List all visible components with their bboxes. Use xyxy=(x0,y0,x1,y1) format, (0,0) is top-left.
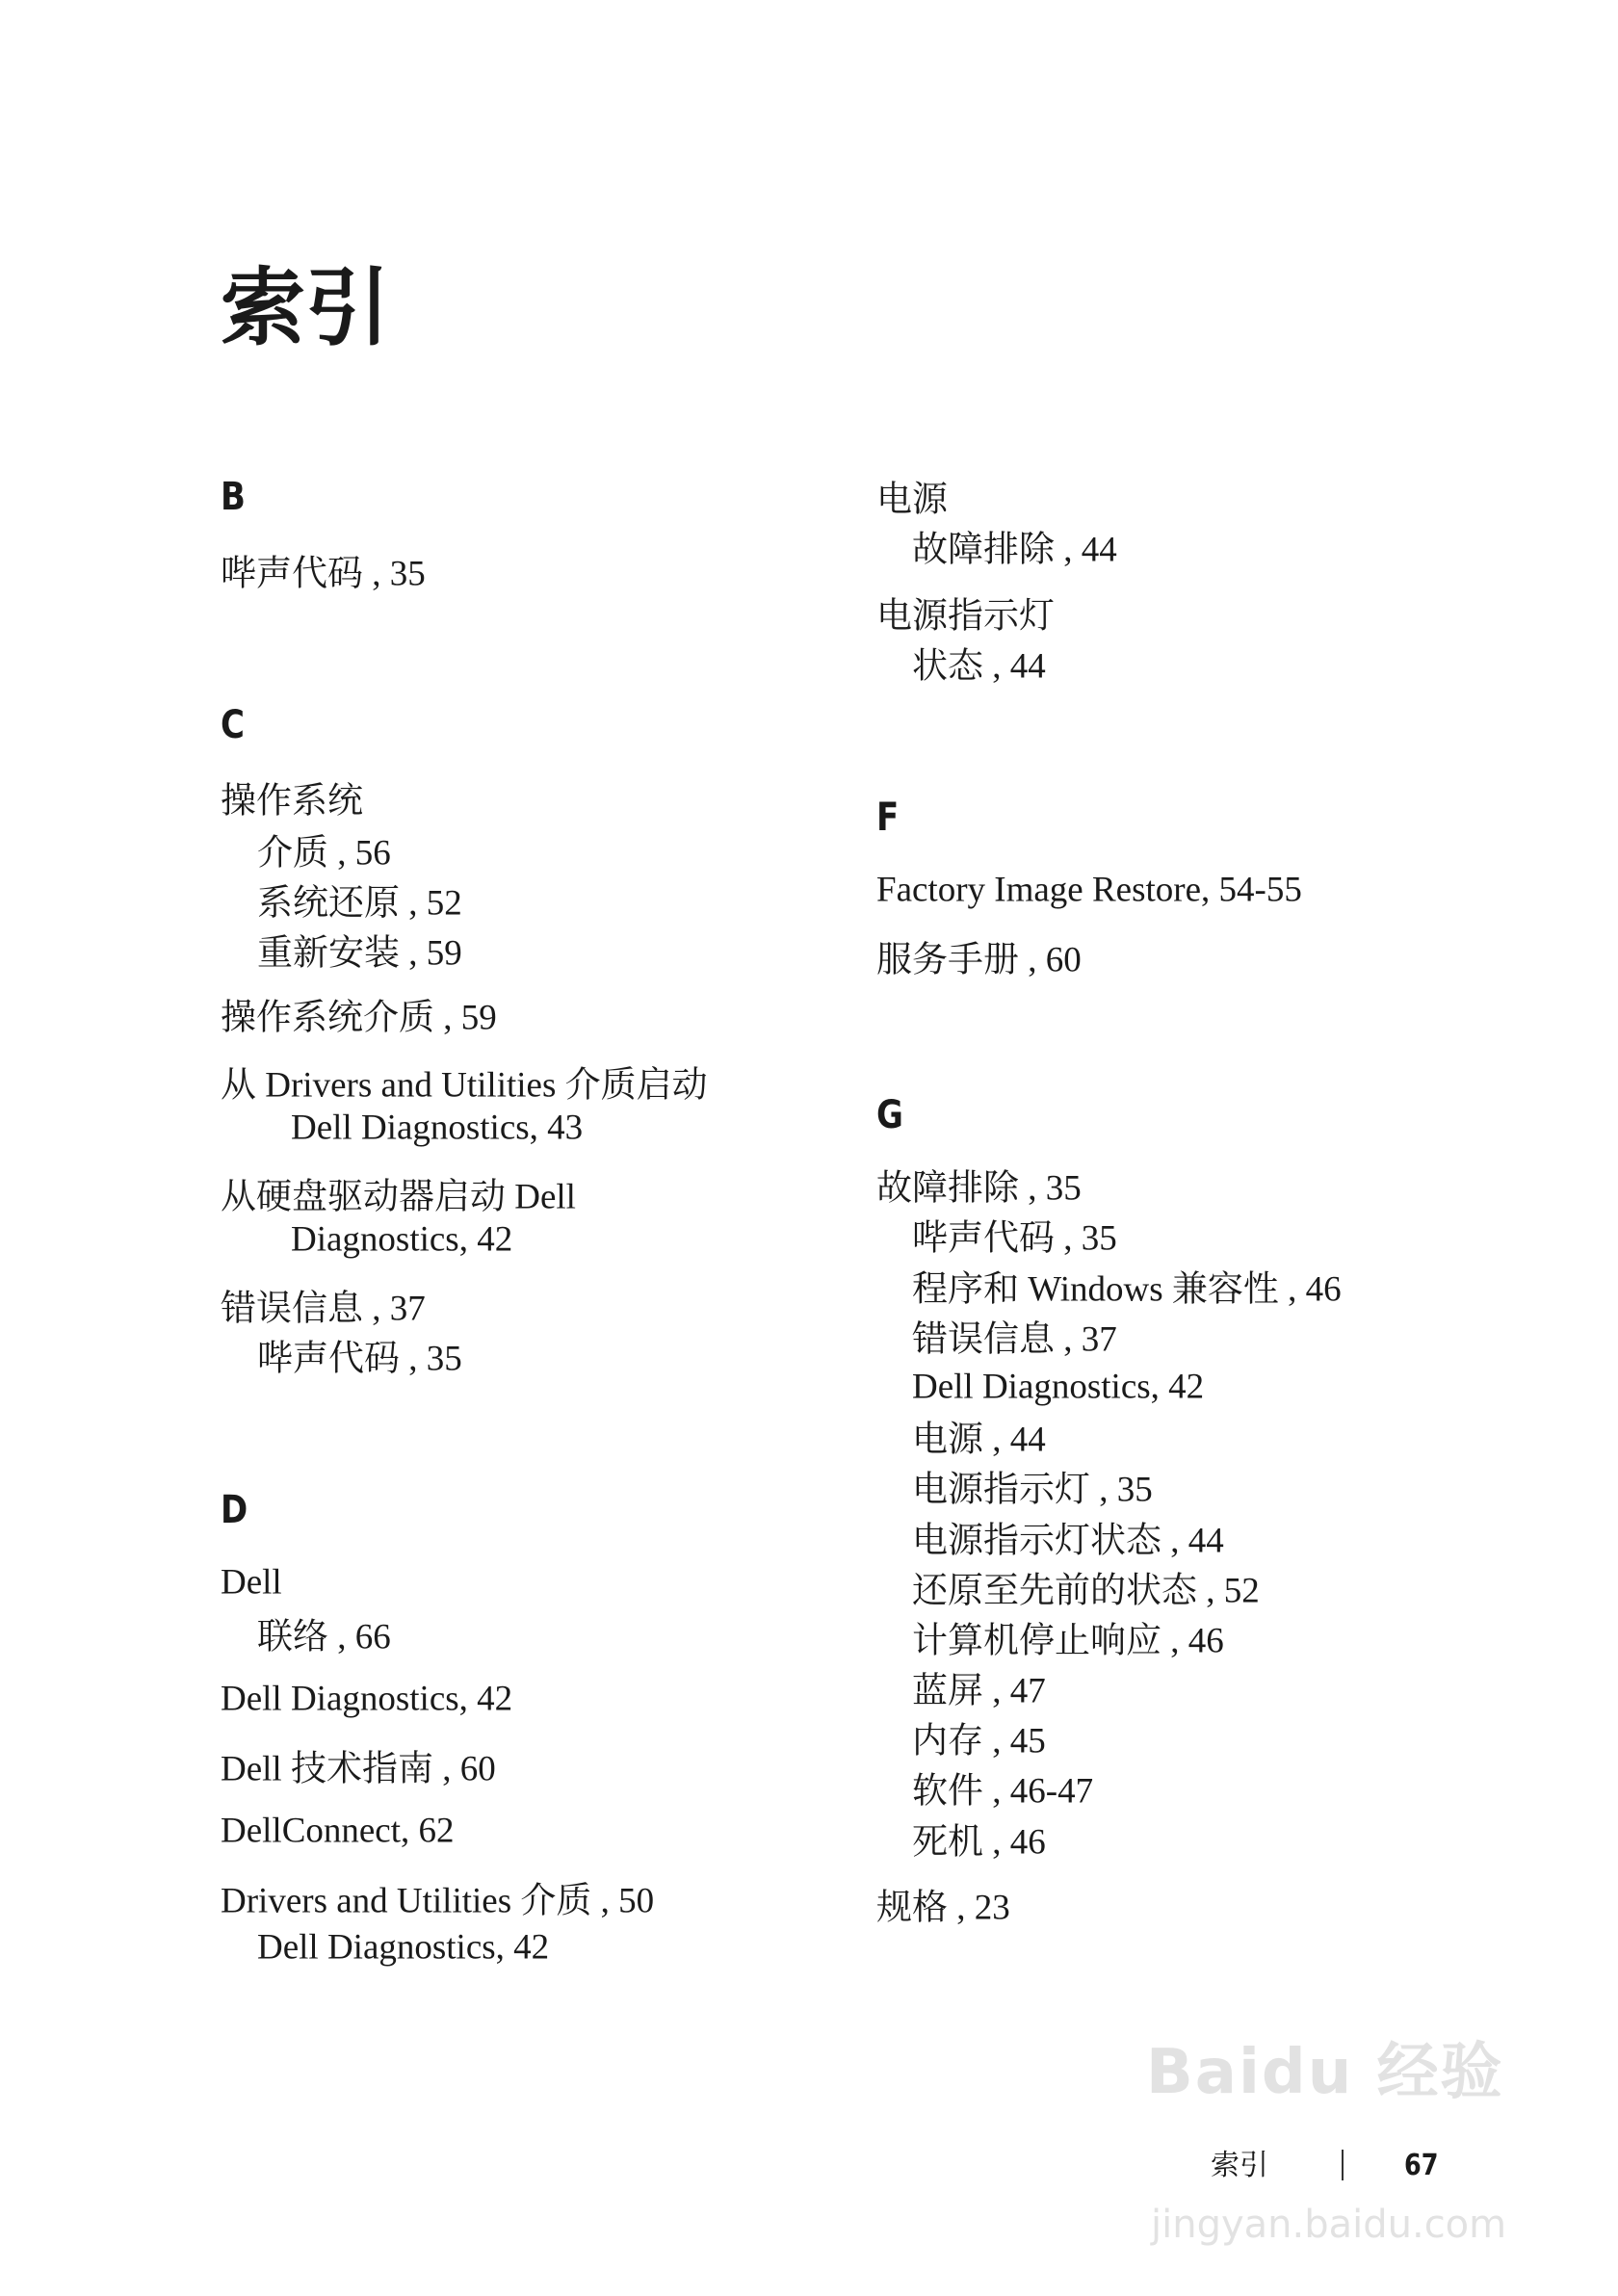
index-subentry: Dell Diagnostics, 42 xyxy=(257,1927,550,1968)
footer-divider xyxy=(1342,2150,1344,2180)
section-heading-d: D xyxy=(221,1488,248,1532)
index-subentry: 内存 , 45 xyxy=(912,1721,1046,1761)
index-entry: 从硬盘驱动器启动 Dell xyxy=(221,1177,576,1217)
watermark-url: jingyan.baidu.com xyxy=(1151,2203,1507,2247)
index-subentry: 故障排除 , 44 xyxy=(912,530,1117,570)
index-entry: 电源 xyxy=(876,480,948,520)
index-subentry: 重新安装 , 59 xyxy=(257,933,462,974)
index-subentry: 死机 , 46 xyxy=(912,1822,1046,1863)
index-entry: 从 Drivers and Utilities 介质启动 xyxy=(221,1065,708,1106)
index-subentry: 联络 , 66 xyxy=(257,1617,391,1657)
index-entry: 规格 , 23 xyxy=(876,1888,1010,1928)
section-heading-g: G xyxy=(876,1093,903,1137)
index-subentry: 电源指示灯 , 35 xyxy=(912,1470,1153,1510)
section-heading-f: F xyxy=(876,796,900,840)
watermark-logo: Baidu 经验 xyxy=(1146,2037,1504,2108)
index-entry: Dell xyxy=(221,1562,282,1603)
index-subentry: 电源 , 44 xyxy=(912,1420,1046,1460)
index-subentry: 哔声代码 , 35 xyxy=(912,1218,1117,1259)
index-entry: 服务手册 , 60 xyxy=(876,940,1082,980)
index-subentry: 蓝屏 , 47 xyxy=(912,1671,1046,1711)
index-subentry: 错误信息 , 37 xyxy=(912,1319,1117,1360)
index-entry: Dell 技术指南 , 60 xyxy=(221,1749,496,1789)
section-heading-b: B xyxy=(221,475,246,519)
index-entry: Factory Image Restore, 54-55 xyxy=(876,870,1302,910)
index-subentry: 系统还原 , 52 xyxy=(257,883,462,924)
index-entry: 错误信息 , 37 xyxy=(221,1289,426,1329)
index-entry-continuation: Diagnostics, 42 xyxy=(291,1219,513,1260)
index-subentry: 还原至先前的状态 , 52 xyxy=(912,1571,1260,1611)
index-subentry: 软件 , 46-47 xyxy=(912,1771,1094,1812)
index-entry: 故障排除 , 35 xyxy=(876,1168,1082,1209)
page-title: 索引 xyxy=(221,258,391,357)
index-entry: Drivers and Utilities 介质 , 50 xyxy=(221,1881,655,1921)
index-entry: 电源指示灯 xyxy=(876,596,1055,637)
footer-section-label: 索引 xyxy=(1211,2149,1268,2182)
index-entry: 操作系统介质 , 59 xyxy=(221,998,497,1038)
index-subentry: 介质 , 56 xyxy=(257,833,391,874)
index-entry: DellConnect, 62 xyxy=(221,1811,455,1851)
index-subentry: 状态 , 44 xyxy=(912,646,1046,687)
index-entry-continuation: Dell Diagnostics, 43 xyxy=(291,1108,584,1148)
index-entry: Dell Diagnostics, 42 xyxy=(221,1679,513,1719)
index-entry: 哔声代码 , 35 xyxy=(221,554,426,594)
index-subentry: 程序和 Windows 兼容性 , 46 xyxy=(912,1269,1342,1310)
page-number: 67 xyxy=(1404,2149,1439,2182)
section-heading-c: C xyxy=(221,703,245,747)
index-subentry: 电源指示灯状态 , 44 xyxy=(912,1521,1224,1561)
index-subentry: 哔声代码 , 35 xyxy=(257,1339,462,1379)
index-entry: 操作系统 xyxy=(221,781,363,822)
index-subentry: Dell Diagnostics, 42 xyxy=(912,1367,1205,1407)
index-subentry: 计算机停止响应 , 46 xyxy=(912,1621,1224,1661)
